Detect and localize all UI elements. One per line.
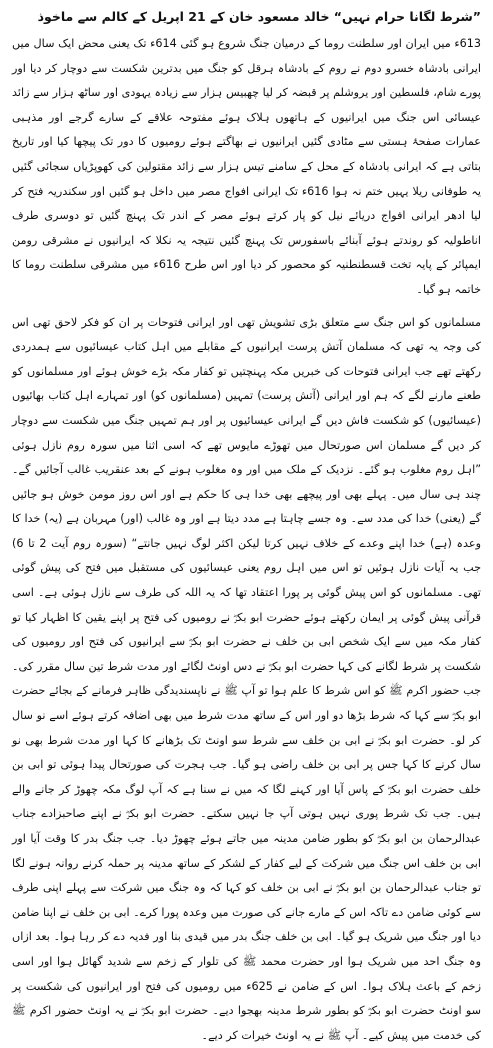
column-headline: ”شرط لگانا حرام نہیں“ خالد مسعود خان کے 21 اپریل کے کالم سے ماخوذ	[37, 9, 481, 24]
paragraph-abu-bakr-wager: مسلمانوں کو اس جنگ سے متعلق بڑی تشویش تھی اور ایرانی فتوحات پر ان کو فکر لاحق تھی اس کی وجہ یہ تھی کہ مسلمان آتش پرست ایرانیوں کے مقابلے میں اہل کتاب عیسائیوں سے ہمدردی رکھتے تھے جب ایرانی فتوحات کی خبریں مکہ پہنچتیں تو کفار مکہ بڑے خوش ہوئے اور مسلمانوں کو طعنے مارنے لگے کہ ہم اور ایرانی (آتش پرست) تمہیں (مسلمانوں کو) اور تمہارے اہل کتاب بھائیوں (عیسائیوں) کو شکست فاش دیں گے ایرانی عیسائیوں پر اور ہم تمہیں جنگ میں شکست سے دوچار کر دیں گے مسلمان اس صورتحال میں تھوڑے مایوس تھے کہ اسی اثنا میں سورہ روم نازل ہوئی ”اہل روم مغلوب ہو گئے۔ نزدیک کے ملک میں اور وہ مغلوب ہونے کے بعد عنقریب غالب آجائیں گے۔ چند ہی سال میں۔ پہلے بھی اور پیچھے بھی خدا ہی کا حکم ہے اور اس روز مومن خوش ہو جائیں گے (یعنی) خدا کی مدد سے۔ وہ جسے چاہتا ہے مدد دیتا ہے اور وہ غالب (اور) مہربان ہے (یہ) خدا کا وعدہ (ہے) خدا اپنے وعدے کے خلاف نہیں کرتا لیکن اکثر لوگ نہیں جانتے“ (سورہ روم آیت 2 تا 6) جب یہ آیات نازل ہوئیں تو اس میں اہل روم یعنی عیسائیوں کی مستقبل میں فتح کی پیش گوئی تھی۔ مسلمانوں کو اس پیش گوئی پر پورا اعتقاد تھا کہ یہ اللہ کی طرف سے نازل ہوئی ہے۔ اسی قرآنی پیش گوئی پر ایمان رکھتے ہوئے حضرت ابو بکرؓ نے رومیوں کی فتح پر اپنے یقین کا اظہار کیا تو کفار مکہ میں سے ایک شخص ابی بن خلف نے حضرت ابو بکرؓ سے ایرانیوں کی فتح اور رومیوں کی شکست پر شرط لگانے کی کہا حضرت ابو بکرؓ نے دس اونٹ لگائے اور مدت شرط تین سال مقرر کی۔ جب حضور اکرم ﷺ کو اس شرط کا علم ہوا تو آپ ﷺ نے ناپسندیدگی ظاہر فرمانے کے بجائے حضرت ابو بکرؓ سے کہا کہ شرط بڑھا دو اور اس کے ساتھ مدت شرط میں بھی اضافہ کرتے ہوئے اسے نو سال کر لو۔ حضرت ابو بکرؓ نے ابی بن خلف سے شرط سو اونٹ تک بڑھانے کا کہا اور مدت شرط بھی نو سال کرنے کا کہا جس پر ابی بن خلف راضی ہو گیا۔ جب ہجرت کی صورتحال پیدا ہوئی تو ابی بن خلف حضرت ابو بکرؓ کے پاس آیا اور کہنے لگا کہ میں نے سنا ہے کہ آپ لوگ مکہ چھوڑ کر جانے والے ہیں۔ جب تک شرط پوری نہیں ہوتی آپ جا نہیں سکتے۔ حضرت ابو بکرؓ نے اپنے صاحبزادے جناب عبدالرحمان بن ابو بکرؓ کو بطور ضامن مدینہ میں جاتے ہوئے چھوڑ دیا۔ جب جنگ بدر کا وقت آیا اور ابی بن خلف اس جنگ میں شرکت کے لیے کفار کے لشکر کے ساتھ مدینہ پر حملہ کرنے روانہ ہونے لگا تو جناب عبدالرحمان بن ابو بکرؓ نے ابی بن خلف کو کہا کہ وہ جنگ میں شرکت سے پہلے اپنی طرف سے کوئی ضامن دے تاکہ اس کے مارے جانے کی صورت میں وعدہ پورا کرے۔ ابی بن خلف نے اپنا ضامن دیا اور جنگ میں شریک ہو گیا۔ ابی بن خلف جنگ بدر میں قیدی بنا اور فدیہ دے کر رہا ہوا۔ بعد ازاں وہ جنگ احد میں شریک ہوا اور حضرت محمد ﷺ کی تلوار کے زخم سے شدید گھائل ہوا اور اسی زخم کے باعث ہلاک ہوا۔ اس کے ضامن نے 625ء میں رومیوں کی فتح اور ایرانیوں کی شکست پر سو اونٹ حضرت ابو بکرؓ کو بطور شرط مدینہ بھجوا دیے۔ حضرت ابو بکرؓ نے یہ اونٹ حضور اکرم ﷺ کی خدمت میں پیش کیے۔ آپ ﷺ نے یہ اونٹ خیرات کر دیے۔	[12, 315, 481, 1042]
paragraph-persian-roman-war: 613ء میں ایران اور سلطنت روما کے درمیان جنگ شروع ہو گئی 614ء تک یعنی محض ایک سال میں ایرانی بادشاہ خسرو دوم نے روم کے بادشاہ ہرقل کو جنگ میں بدترین شکست سے دوچار کر دیا اور پورے شام، فلسطین اور یروشلم پر قبضہ کر لیا چھبیس ہزار سے زیادہ یہودی اور ساٹھ ہزار سے زائد عیسائی اس جنگ میں ایرانیوں کے ہاتھوں ہلاک ہوئے مفتوحہ علاقے کے سارے گرجے اور مذہبی عمارات صفحۂ ہستی سے مٹادی گئیں ایرانیوں نے بھاگتے ہوئے رومیوں کا دور تک پیچھا کیا اور تاریخ بتاتی ہے کہ ایرانی بادشاہ کے محل کے سامنے تیس ہزار سے زائد مقتولین کی کھوپڑیاں سجائی گئیں یہ طوفانی ریلا یہیں ختم نہ ہوا 616ء تک ایرانی افواج مصر میں داخل ہو گئیں اور سکندریہ فتح کر لیا ادھر ایرانی افواج دریائے نیل کو پار کرتے ہوئے مصر کے اندر تک پہنچ گئیں تو دوسری طرف اناطولیہ کو روندتے ہوئے آبنائے باسفورس تک پہنچ گئیں نتیجہ یہ نکلا کہ ایرانیوں نے مشرقی رومن ایمپائر کے پایہ تخت قسطنطنیہ کو محصور کر دیا اور اس طرح 616ء میں مشرقی سلطنت روما کا خاتمہ ہو گیا۔	[12, 37, 482, 296]
